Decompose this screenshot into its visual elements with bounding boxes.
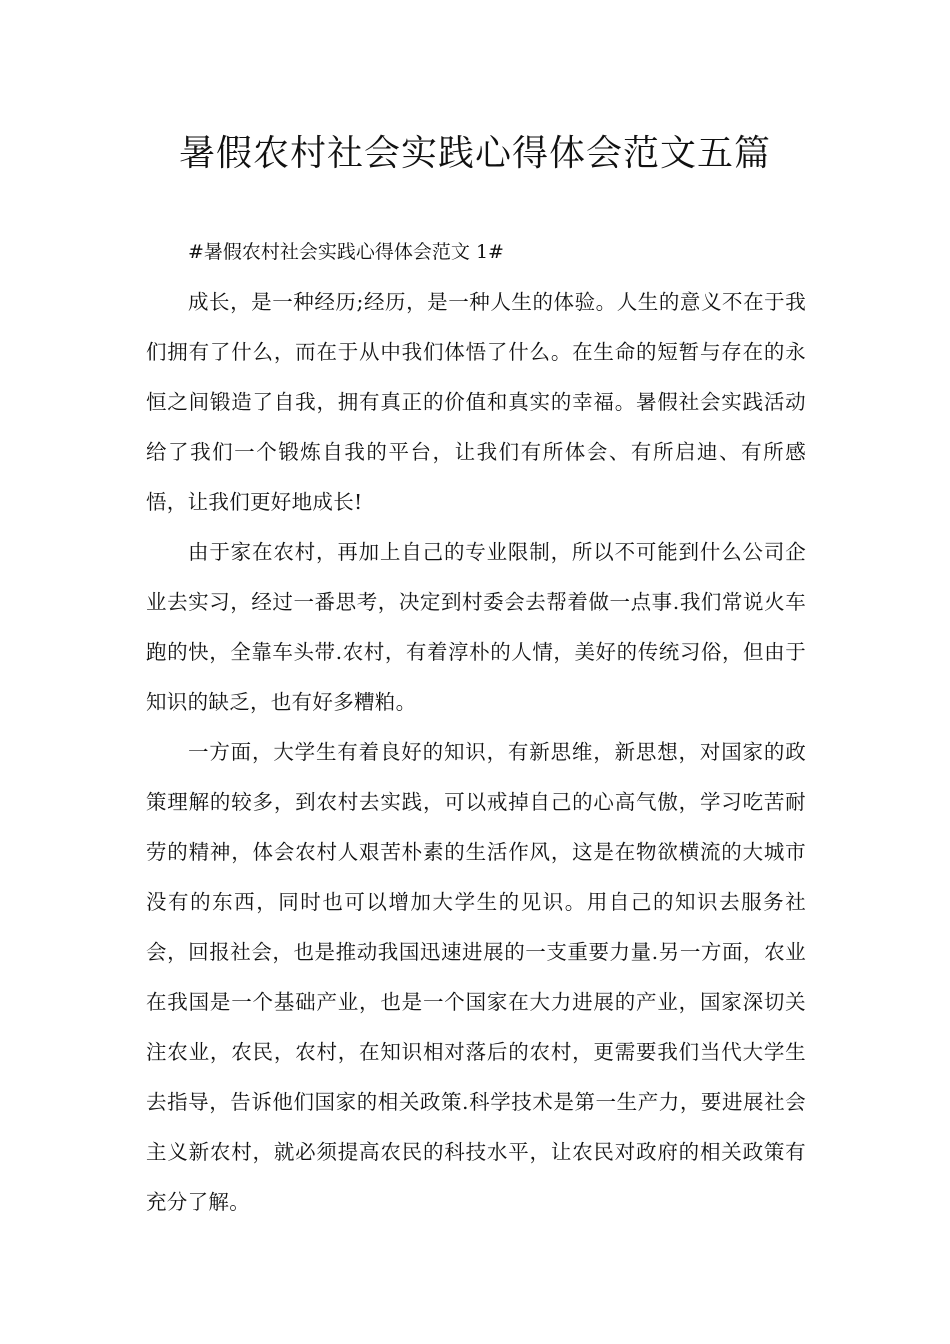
document-body	[146, 232, 806, 1227]
paragraph-2: 由于家在农村，再加上自己的专业限制，所以不可能到什么公司企业去实习，经过一番思考，决定到村委会去帮着做一点事.我们常说火车跑的快，全靠车头带.农村，有着淳朴的人情，美好的传统习俗，但由于知识的缺乏，也有好多糟粕。	[146, 540, 806, 714]
paragraph-3: 一方面，大学生有着良好的知识，有新思维，新思想，对国家的政策理解的较多，到农村去实践，可以戒掉自己的心高气傲，学习吃苦耐劳的精神，体会农村人艰苦朴素的生活作风，这是在物欲横流的大城市没有的东西，同时也可以增加大学生的见识。用自己的知识去服务社会，回报社会，也是推动我国迅速进展的一支重要力量.另一方面，农业在我国是一个基础产业，也是一个国家在大力进展的产业，国家深切关注农业，农民，农村，在知识相对落后的农村，更需要我们当代大学生去指导，告诉他们国家的相关政策.科学技术是第一生产力，要进展社会主义新农村，就必须提高农民的科技水平，让农民对政府的相关政策有充分了解。	[146, 740, 806, 1214]
document-title: 暑假农村社会实践心得体会范文五篇	[178, 133, 771, 174]
section-heading: #暑假农村社会实践心得体会范文 1#	[188, 241, 504, 263]
paragraph-1: 成长，是一种经历;经历，是一种人生的体验。人生的意义不在于我们拥有了什么，而在于从中我们体悟了什么。在生命的短暂与存在的永恒之间锻造了自我，拥有真正的价值和真实的幸福。暑假社会实践活动给了我们一个锻炼自我的平台，让我们有所体会、有所启迪、有所感悟，让我们更好地成长!	[146, 290, 806, 514]
